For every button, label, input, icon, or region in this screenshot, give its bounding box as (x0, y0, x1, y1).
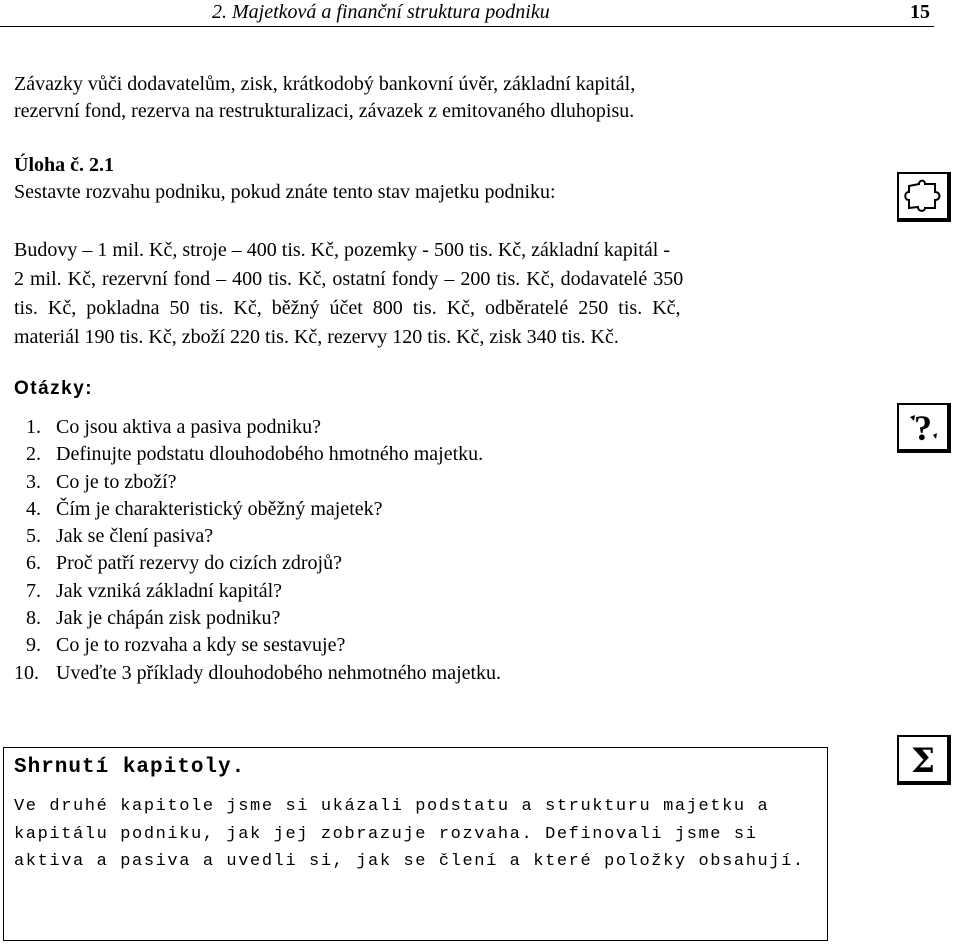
summary-title: Shrnutí kapitoly. (14, 756, 246, 779)
question-text: Jak je chápán zisk podniku? (56, 607, 281, 630)
question-text: Čím je charakteristický oběžný majetek? (56, 497, 383, 520)
question-text: Definujte podstatu dlouhodobého hmotného majetku. (56, 443, 484, 466)
question-item (14, 632, 501, 659)
question-item (14, 605, 501, 632)
task-line: 2 mil. Kč, rezervní fond – 400 tis. Kč, ostatní fondy – 200 tis. Kč, dodavatelé 350 (14, 268, 684, 290)
question-item (14, 660, 501, 687)
question-item (14, 414, 501, 441)
question-number: 5. (26, 525, 41, 548)
question-item (14, 469, 501, 496)
task-intro: Sestavte rozvahu podniku, pokud znáte tento stav majetku podniku: (14, 181, 556, 203)
question-item (14, 550, 501, 577)
task-title: Úloha č. 2.1 (14, 154, 114, 176)
summary-box (3, 747, 828, 941)
question-text: Co je to zboží? (56, 470, 177, 493)
question-number: 4. (26, 497, 41, 520)
question-item (14, 496, 501, 523)
summary-line: Ve druhé kapitole jsme si ukázali podstatu a strukturu majetku a (14, 797, 770, 816)
question-item (14, 523, 501, 550)
question-text: Uveďte 3 příklady dlouhodobého nehmotného majetku. (56, 661, 502, 684)
question-number: 1. (26, 416, 41, 438)
summary-line: aktiva a pasiva a uvedli si, jak se člení a které položky obsahují. (14, 852, 805, 871)
page-header (0, 0, 934, 27)
question-icon (897, 403, 951, 453)
question-text: Co jsou aktiva a pasiva podniku? (56, 416, 321, 438)
svg-text:Σ: Σ (910, 741, 936, 779)
task-line: materiál 190 tis. Kč, zboží 220 tis. Kč, rezervy 120 tis. Kč, zisk 340 tis. Kč. (14, 326, 619, 348)
question-number: 3. (26, 470, 41, 493)
intro-line: Závazky vůči dodavatelům, zisk, krátkodobý bankovní úvěr, základní kapitál, (14, 73, 636, 95)
question-number: 9. (26, 634, 41, 657)
sigma-icon (897, 735, 951, 785)
question-item (14, 441, 501, 468)
question-text: Jak vzniká základní kapitál? (56, 579, 283, 602)
summary-line: kapitálu podniku, jak jej zobrazuje rozvaha. Definovali jsme si (14, 825, 758, 844)
questions-list (14, 414, 501, 687)
question-text: Proč patří rezervy do cizích zdrojů? (56, 552, 342, 575)
question-text: Co je to rozvaha a kdy se sestavuje? (56, 634, 346, 657)
question-number: 10. (14, 661, 39, 684)
task-line: tis. Kč, pokladna 50 tis. Kč, běžný účet 800 tis. Kč, odběratelé 250 tis. Kč, (14, 297, 681, 319)
questions-title: Otázky: (14, 378, 94, 399)
question-number: 7. (26, 579, 41, 602)
question-number: 2. (26, 443, 41, 466)
intro-line: rezervní fond, rezerva na restrukturalizaci, závazek z emitovaného dluhopisu. (14, 100, 635, 122)
chapter-title: 2. Majetková a finanční struktura podniku (212, 1, 550, 23)
question-item (14, 578, 501, 605)
task-line: Budovy – 1 mil. Kč, stroje – 400 tis. Kč, pozemky - 500 tis. Kč, základní kapitál - (14, 239, 670, 261)
svg-text:?: ? (914, 408, 932, 447)
question-number: 6. (26, 552, 41, 575)
puzzle-icon (897, 172, 951, 222)
page-number: 15 (910, 1, 930, 23)
question-text: Jak se člení pasiva? (56, 525, 214, 548)
question-number: 8. (26, 607, 41, 630)
